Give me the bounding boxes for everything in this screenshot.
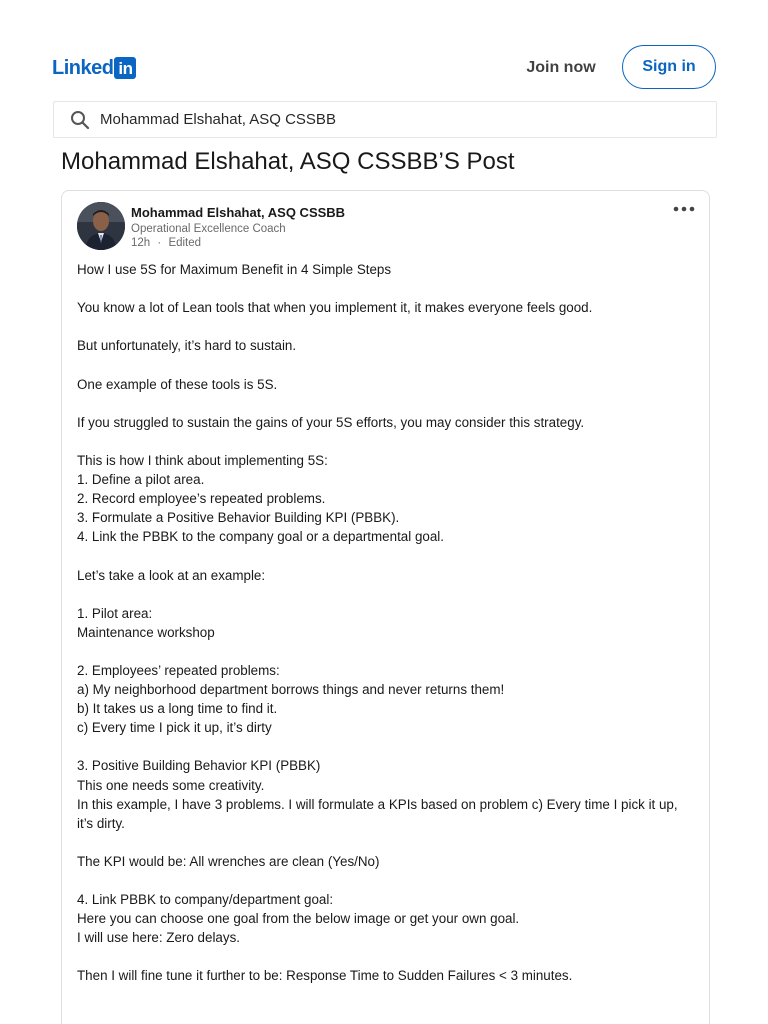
- top-header: [0, 0, 768, 100]
- search-input[interactable]: Mohammad Elshahat, ASQ CSSBB: [100, 111, 336, 128]
- post-text-line: [77, 546, 689, 565]
- post-time: 12h: [131, 237, 151, 249]
- post-text-line: 1. Define a pilot area.: [77, 472, 205, 488]
- post-meta: [131, 237, 201, 249]
- post-text-line: [77, 432, 689, 451]
- post-card: [61, 190, 710, 1024]
- post-text-line: [77, 355, 689, 374]
- post-text-line: 4. Link PBBK to company/department goal:: [77, 892, 334, 908]
- post-text-line: 1. Pilot area:: [77, 605, 153, 621]
- post-text-line: Let’s take a look at an example:: [77, 567, 266, 583]
- join-now-button[interactable]: Join now: [526, 59, 596, 76]
- page-title: Mohammad Elshahat, ASQ CSSBB’S Post: [61, 148, 515, 175]
- post-text-line: How I use 5S for Maximum Benefit in 4 Simple Steps: [77, 262, 392, 277]
- post-text-line: b) It takes us a long time to find it.: [77, 701, 278, 717]
- edited-label: Edited: [168, 237, 202, 249]
- post-text-line: But unfortunately, it’s hard to sustain.: [77, 338, 297, 354]
- search-bar[interactable]: [53, 101, 717, 138]
- logo-wordmark: Linked: [52, 57, 114, 79]
- post-text-line: [77, 947, 689, 966]
- author-headline: Operational Excellence Coach: [131, 223, 286, 235]
- post-text-line: a) My neighborhood department borrows things and never returns them!: [77, 682, 505, 698]
- post-text-line: I will use here: Zero delays.: [77, 930, 240, 946]
- post-text-line: 3. Formulate a Positive Behavior Building KPI (PBBK).: [77, 510, 400, 526]
- sign-in-button[interactable]: Sign in: [622, 45, 716, 89]
- post-text-line: This is how I think about implementing 5S:: [77, 452, 328, 468]
- post-text-line: If you struggled to sustain the gains of your 5S efforts, you may consider this strategy.: [77, 414, 585, 430]
- post-text-line: Maintenance workshop: [77, 624, 215, 640]
- post-text-line: [77, 317, 689, 336]
- post-text-line: The KPI would be: All wrenches are clean (Yes/No): [77, 853, 380, 869]
- post-body: [77, 260, 689, 986]
- post-text-line: [77, 585, 689, 604]
- more-options-icon[interactable]: [672, 201, 696, 217]
- logo-in-box: in: [114, 57, 136, 79]
- post-text-line: One example of these tools is 5S.: [77, 376, 278, 392]
- meta-separator: ·: [157, 237, 162, 249]
- post-text-line: [77, 871, 689, 890]
- post-text-line: You know a lot of Lean tools that when you implement it, it makes everyone feels good.: [77, 300, 593, 316]
- post-text-line: [77, 737, 689, 756]
- post-text-line: In this example, I have 3 problems. I will formulate a KPIs based on problem c) Every time I pick it up,: [77, 796, 678, 812]
- post-text-line: 2. Record employee’s repeated problems.: [77, 491, 326, 507]
- search-icon: [70, 110, 90, 130]
- post-text-line: This one needs some creativity.: [77, 777, 265, 793]
- post-text-line: [77, 833, 689, 852]
- post-text-line: 4. Link the PBBK to the company goal or a departmental goal.: [77, 529, 444, 545]
- post-text-line: [77, 279, 689, 298]
- post-text-line: c) Every time I pick it up, it’s dirty: [77, 720, 272, 736]
- post-text-line: 3. Positive Building Behavior KPI (PBBK): [77, 758, 321, 774]
- author-name[interactable]: Mohammad Elshahat, ASQ CSSBB: [131, 205, 346, 220]
- post-text-line: it’s dirty.: [77, 815, 125, 831]
- post-text-line: Then I will fine tune it further to be: Response Time to Sudden Failures < 3 minutes.: [77, 968, 573, 984]
- post-text-line: [77, 394, 689, 413]
- linkedin-logo[interactable]: [52, 57, 136, 79]
- post-text-line: Here you can choose one goal from the below image or get your own goal.: [77, 911, 520, 927]
- post-text-line: 2. Employees’ repeated problems:: [77, 662, 280, 678]
- post-text-line: [77, 642, 689, 661]
- author-avatar[interactable]: [77, 202, 125, 250]
